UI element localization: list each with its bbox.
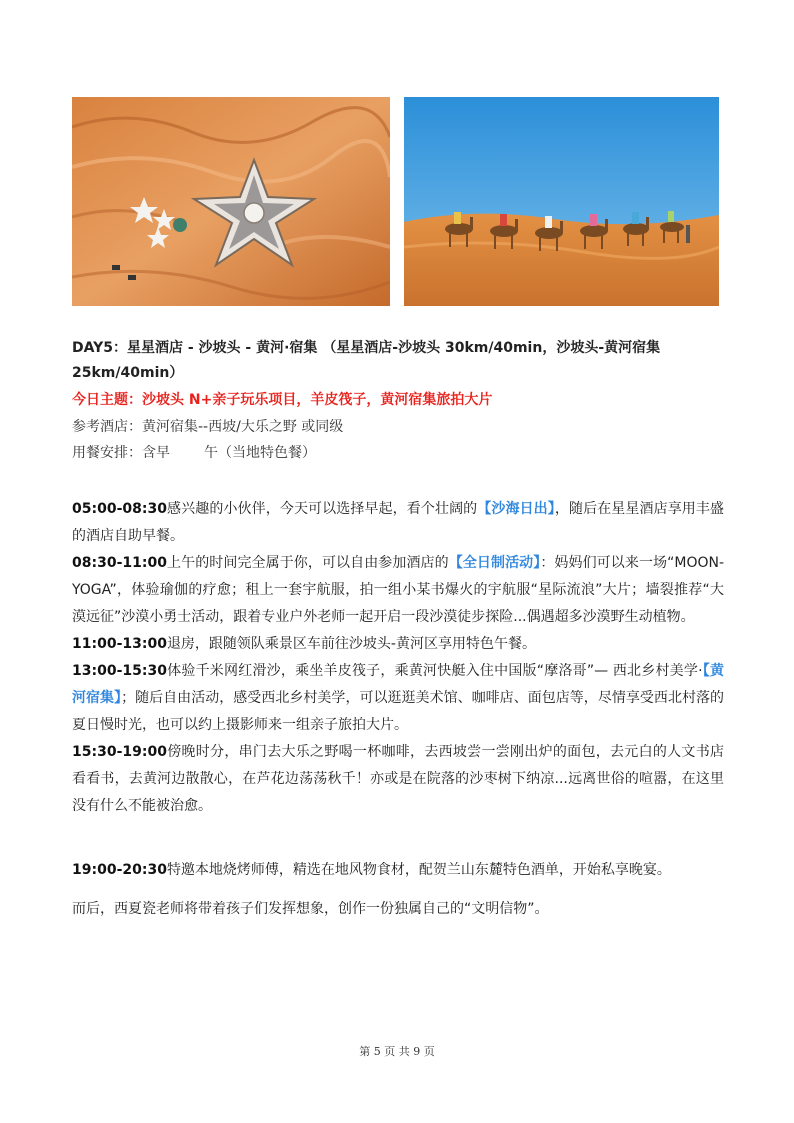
itinerary-highlight: 【沙海日出】 [477, 501, 555, 517]
day-title [72, 336, 722, 386]
itinerary-item [72, 739, 724, 820]
itinerary [72, 496, 724, 820]
itinerary-text-post: ，随后在星星酒店享用丰盛的酒店自助早餐。 [72, 501, 725, 544]
itinerary-item [72, 496, 724, 550]
dinner-item [72, 857, 724, 884]
itinerary-item [72, 550, 724, 631]
page-number-footer: 第 5 页 共 9 页 [359, 1045, 435, 1058]
dinner-text: 特邀本地烧烤师傅，精选在地风物食材，配贺兰山东麓特色酒单，开始私享晚宴。 [166, 862, 671, 878]
dinner-time: 19:00-20:30 [72, 862, 167, 878]
itinerary-time: 13:00-15:30 [72, 663, 167, 679]
star-hotel-desert-photo [72, 97, 390, 306]
itinerary-text: 退房，跟随领队乘景区车前往沙坡头-黄河区享用特色午餐。 [166, 636, 536, 652]
itinerary-text: 上午的时间完全属于你，可以自由参加酒店的 [166, 555, 449, 571]
after-dinner-text: 而后，西夏瓷老师将带着孩子们发挥想象，创作一份独属自己的“文明信物”。 [72, 901, 549, 917]
reference-hotel: 参考酒店：黄河宿集--西坡/大乐之野 或同级 [72, 419, 344, 435]
itinerary-highlight: 【全日制活动】 [448, 555, 541, 571]
itinerary-time: 05:00-08:30 [72, 501, 167, 517]
meals-label: 用餐安排：含早 [72, 445, 170, 461]
itinerary-highlight: 【黄河宿集】 [72, 663, 725, 706]
itinerary-text-post: ：妈妈们可以来一场“MOON-YOGA”，体验瑜伽的疗愈；租上一套宇航服，拍一组小某书爆火的宇航服“星际流浪”大片；墙裂推荐“大漠远征”沙漠小勇士活动，跟着专业户外老师一起开启一段沙漠徒步探险...偶遇超多沙漠野生动植物。 [72, 555, 725, 625]
itinerary-item [72, 658, 724, 739]
itinerary-text: 感兴趣的小伙伴，今天可以选择早起，看个壮阔的 [166, 501, 478, 517]
camel-caravan-photo [404, 97, 719, 306]
itinerary-text-post: ；随后自由活动，感受西北乡村美学，可以逛逛美术馆、咖啡店、面包店等，尽情享受西北村落的夏日慢时光，也可以约上摄影师来一组亲子旅拍大片。 [72, 690, 725, 733]
day-title-main: DAY5：星星酒店 - 沙坡头 - 黄河·宿集 [72, 340, 318, 356]
itinerary-time: 11:00-13:00 [72, 636, 167, 652]
itinerary-text: 傍晚时分，串门去大乐之野喝一杯咖啡，去西坡尝一尝刚出炉的面包，去元白的人文书店看看书，去黄河边散散心，在芦花边荡荡秋千！亦或是在院落的沙枣树下纳凉...远离世俗的喧嚣，在这里没有什么不能被治愈。 [72, 744, 724, 814]
itinerary-time: 08:30-11:00 [72, 555, 167, 571]
itinerary-text: 体验千米网红滑沙，乘坐羊皮筏子，乘黄河快艇入住中国版“摩洛哥”— 西北乡村美学· [166, 663, 703, 679]
day-theme: 今日主题：沙坡头 N+亲子玩乐项目，羊皮筏子，黄河宿集旅拍大片 [72, 392, 493, 408]
itinerary-time: 15:30-19:00 [72, 744, 167, 760]
day-title-route: （星星酒店-沙坡头 30km/40min，沙坡头-黄河宿集 25km/40min） [72, 340, 661, 381]
meals-lunch: 午（当地特色餐） [204, 445, 316, 461]
meal-arrangement [72, 441, 316, 466]
itinerary-item [72, 631, 724, 658]
